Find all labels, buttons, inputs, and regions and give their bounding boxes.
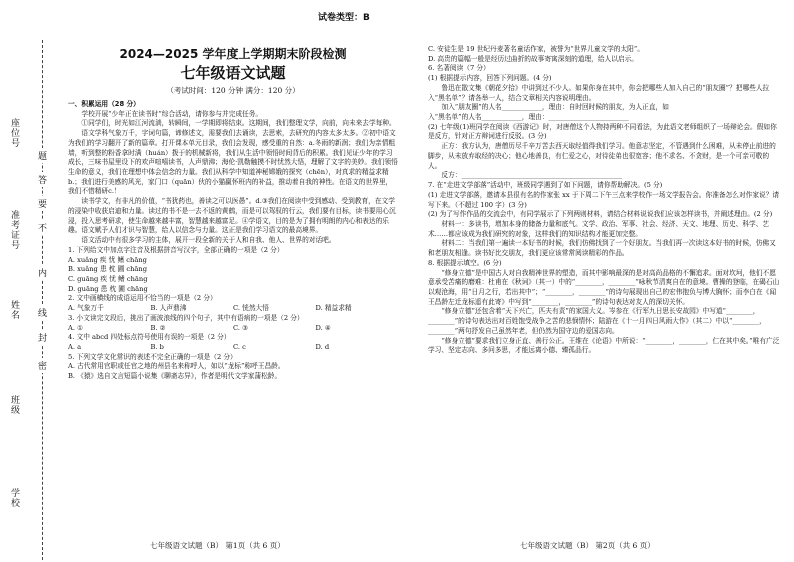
passage-paragraph: 读书学文，有非凡的价值，“书犹药也，善读之可以医愚”。d.③我们在阅读中受到感动、受到教育，在文学的浸染中收获启迪和力量。读过的书不是一去不返的黄鹤，而是可以驾驭的行云，我们要有目标，读书要用心沉浸，投入思考研求，使生命越来越丰富，智慧越来越富足。④学语文，目的是为了拥有明朗的内心和表达的乐趣。语文赋予人们才识与智慧，给人以信念与力量。这正是我们学习语文的最高境界。: [68, 197, 396, 235]
page-footer: 七年级语文试题（B） 第2页（共 6 页）: [520, 541, 655, 550]
q1-option-a: A. xuǎng 疾 忧 鳍 chāng: [68, 255, 147, 264]
binding-char: 封: [38, 330, 47, 345]
option: D. ④: [315, 323, 331, 332]
passage-paragraph: 语文学科气象万千，字词句篇，谛修述文，需要我们去诵读，去思索，去研究的内容太多太多。②初中语文为我们的学习翻开了新的篇章。打开课本单元目录，我们会发现，感受重的自然：a.冬雨的新润；我们为亲情粗墙，听到整的粉香拿时满（huán）拨于的机械新将，我们从生活中领悟时间背后的积累。我们见证少年的学习成长，三味书屋里设下的欢声喧嘻读书，人声鼎沸；海伦·凯勒触摸不时忧然大悟，理解了文字的美妙。我们领悟生命的意义，我们在理想中体会信念的力量。我们从科学中知道神秘嫦娥的探究（chēn），对真求的精益求精b.；我们进行美感的风光，家门口（quān）伙的小猫赢怀班内的补益，推动着自我的神性。在语文的世界里，我们不惜精研c.！: [68, 129, 398, 196]
option: C. c: [233, 342, 246, 351]
binding-char: 内: [38, 265, 47, 280]
page-footer: 七年级语文试题（B） 第1页（共 6 页）: [150, 541, 285, 550]
q6-2-text: 正方：我方认为，唐僧历尽千辛万苦去西天取经值得我们学习。他意志坚定，不管遇到什么困难，从未停止前进的脚步，从未放弃取经的决心；他心地善良，有仁爱之心，对待徒弟也很宽容；他不求名、不贪财，是一个可亲可敬的人。: [428, 142, 776, 170]
question-8: 8. 根据提示填空。(6 分): [428, 258, 502, 267]
binding-char: 要: [38, 196, 47, 211]
exam-title: 2024—2025 学年度上学期期末阶段检测: [119, 47, 347, 61]
option: A. a: [68, 342, 82, 351]
intro-text: 学校开展“少年正在读书时”综合活动，请你参与并完成任务。: [81, 109, 263, 118]
binding-margin: [0, 0, 62, 562]
name-label: 姓名: [9, 300, 19, 320]
q6-friend-answer: 加入“朋友圈”的人名____________，理由：自时回时候的朋友，为人正直，如: [441, 103, 669, 112]
seat-number-label: 座位号: [9, 118, 19, 148]
exam-type: 试卷类型：B: [318, 13, 370, 23]
binding-dashed-line: [42, 40, 43, 560]
question-7: 7. 在“走进文学部落”活动中，班级同学遇到了如下问题，请你帮助解决。(5 分): [428, 181, 663, 190]
q5-option-b: B. 《猿》选自文言短篇小说集《聊斋志异》，作者是明代文学家蒲松龄。: [68, 372, 282, 381]
binding-char: 线: [38, 305, 47, 320]
binding-char: 密: [38, 358, 47, 373]
option: D. d: [315, 342, 330, 351]
left-column: [68, 100, 398, 382]
option: B. 人声鼎沸: [150, 304, 187, 313]
question-6: 6. 名著阅读（7 分）: [428, 64, 490, 73]
section-heading: 一、积累运用（28 分）: [68, 100, 140, 108]
school-label: 学校: [9, 488, 19, 508]
exam-subtitle: 七年级语文试题: [180, 64, 286, 82]
q1-option-d: D. guāng 患 枕 圃 chāng: [68, 284, 148, 293]
question-2: 2. 文中画横线的成语运用不恰当的一项是（2 分）: [68, 294, 217, 303]
q1-option-c: C. guāng 疾 忧 鳍 chāng: [68, 274, 148, 283]
option: A. 气象万千: [68, 304, 104, 313]
q3-options: [68, 324, 398, 334]
option: B. ②: [150, 323, 166, 332]
question-1: 1. 下列给文中加点字注音及根据拼音写汉字，全部正确的一项是（2 分）: [68, 245, 284, 254]
binding-char: 答: [38, 172, 47, 187]
option: C. 恍然大悟: [233, 304, 269, 313]
q8-text-1: “修身立德”是中国古人对自我精神世界的塑造，而其中影响最深的是对高尚品格的不懈追求。面对坎坷，他们不愿意承受苦痛的磨难：杜甫在《秋词》（其一）中的“________，________”咏秋节清爽自在的意境。曹操的登临，在碣石山以观沧海，用“日月之行，若出其中”；“________，________”的诗句展现出自己的宏伟抱负与博大胸怀；而李白在《闻王昌龄左迁龙标遥有此寄》中写到“________，________”的诗句表达对友人的深切关怀。: [428, 268, 780, 306]
option: C. ③: [233, 323, 249, 332]
q6-blacklist-answer: 入“黑名单”的人名____________，理由：________________________: [428, 113, 629, 122]
question-6-2: (2) 七年级(1)班同学在阅读《西游记》时，对唐僧这个人物持两种不同看法，为此语文老师组织了一场辩论会。假如你是反方，针对正方辩词进行反驳。(3 分): [428, 122, 777, 141]
q5-option-c: C. 安徒生是 19 世纪丹麦著名童话作家，被誉为“世界儿童文学的太阳”。: [428, 45, 644, 53]
option: B. b: [150, 342, 164, 351]
question-7-2: (2) 为了写作作品的交流会中，有同学展示了下列两则材料，请结合材料说说我们应该怎样读书，并阐述理由。(2 分): [428, 210, 773, 219]
admission-number-label: 准考证号: [9, 210, 19, 250]
q7-material-1: 材料一：多读书，增加本身的储备力量和底气。文学、政治、军事、社会、经济、天文、地理、历史、科学、艺术……都应该成为我们研究的对象，这样我们的知识结构才能更加完整。: [428, 219, 770, 238]
question-7-1: (1) 走进文学部落，邀请本县很有名的作家张 xx 于下周二下午三点来学校作一场文学报告会。你准备怎么对作家说？请写下来。（不超过 100 字）(3 分): [428, 190, 780, 209]
right-column: [428, 45, 780, 356]
option: A. ①: [68, 323, 84, 332]
question-6-1: (1) 根据提示内容，回答下列问题。(4 分): [428, 74, 552, 83]
option: D. 精益求精: [315, 304, 352, 313]
q1-option-b: B. xuǎng 患 枕 圃 chāng: [68, 265, 148, 274]
time-info: （考试时间：120 分钟 满分：120 分）: [166, 86, 300, 95]
binding-char: 题: [38, 148, 47, 163]
q4-options: [68, 343, 398, 353]
passage-paragraph: 语文活动中有很多学习的主体，展开一段全新的关于人和自我、他人、世界的对话吧。: [81, 236, 336, 245]
q8-text-2: “修身立德”还包含着“天下兴亡，匹夫有责”的家国大义。岑参在《行军九日思长安故园》中写道“________，________”的诗句表达出对百姓饱受战争之苦的悲悯情怀；陆游在《十一月四日风雨大作》（其二）中以“________，________”两句抒发自己虽然年老，但仍然为国守边的爱国志向。: [428, 307, 766, 335]
q8-text-3: “修身立德”要求我们立身正直、善行公正。王维在《论语》中所说：“________，________，仁在其中矣。”唯有广泛学习、坚定志向、多问多思，才能远离小德、臻孤品行。: [428, 336, 780, 355]
q5-option-d: D. 高贵的篇幅一般是经历过曲折的故事寄寓深刻的道理，给人以启示。: [428, 54, 638, 63]
passage-paragraph: ①同学们，时光如江河流淌，转瞬间，一学期即将结束。这期间，我们整理文学，向前，向未来去学每种。: [81, 119, 396, 128]
q7-material-2: 材料二：当我们第一遍读一本好书的时候，我们仿佛找到了一个好朋友。当我们再一次读这本好书的时候，仿佛又和老朋友相逢。读书好比交朋友，我们更应该常常阅读精彩的作品。: [428, 239, 776, 258]
binding-char: 不: [38, 220, 47, 235]
class-label: 班级: [9, 395, 19, 415]
q5-option-a: A. 古代常用官职或任官之地的州县名来称呼人，如以“龙标”称呼王昌龄。: [68, 362, 285, 371]
q6-1-text: 鲁迅在散文集《朝花夕拾》中讲到过不少人。如果你身在其中，你会把哪些人加入自己的“朋友圈”？把哪些人拉入“黑名单”？请各举一人，结合文章相关内容说明理由。: [428, 83, 770, 102]
q2-options: [68, 304, 398, 314]
q6-2-fan: 反方：________________________________________________: [441, 171, 622, 180]
question-5: 5. 下列文学文化常识的表述不完全正确的一项是（2 分）: [68, 352, 237, 361]
question-3: 3. 小文读完文段后，挑出了画波浪线的四个句子，其中有语病的一项是（2 分）: [68, 313, 304, 322]
question-4: 4. 文中 abcd 四处标点符号使用有误的一项是（2 分）: [68, 333, 231, 342]
